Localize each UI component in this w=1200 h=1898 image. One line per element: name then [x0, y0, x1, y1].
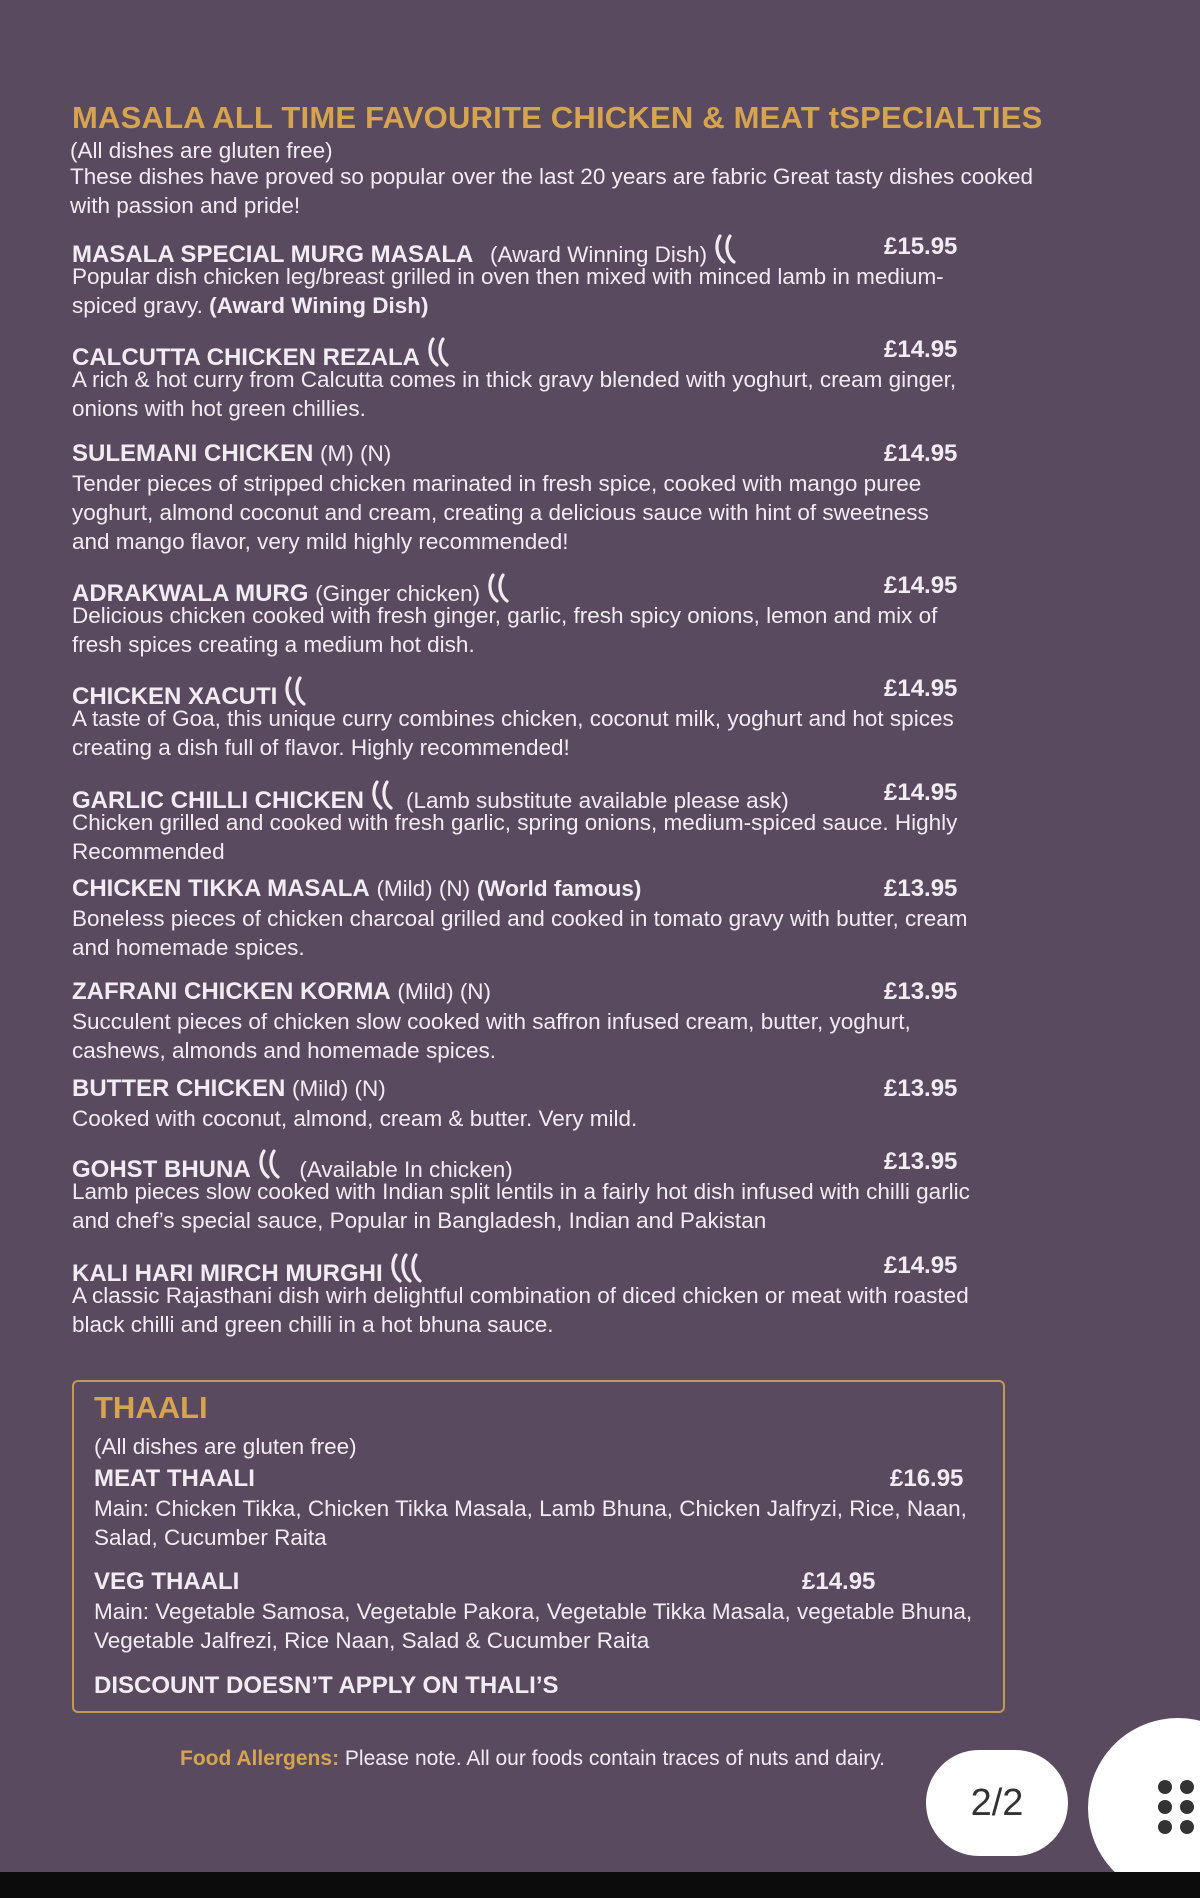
dish-description: Boneless pieces of chicken charcoal grilled and cooked in tomato gravy with butter, cream and homemade spices. [72, 906, 968, 960]
thaali-description: Main: Vegetable Samosa, Vegetable Pakora, Vegetable Tikka Masala, vegetable Bhuna, Vegetable Jalfrezi, Rice Naan, Salad & Cucumber Raita [94, 1599, 973, 1653]
allergen-note [180, 1745, 885, 1773]
dish-description: Cooked with coconut, almond, cream & butter. Very mild. [72, 1106, 638, 1131]
thaali-description: Main: Chicken Tikka, Chicken Tikka Masala, Lamb Bhuna, Chicken Jalfryzi, Rice, Naan, Salad, Cucumber Raita [94, 1496, 967, 1550]
dish-description: A taste of Goa, this unique curry combines chicken, coconut milk, yoghurt and hot spices creating a dish full of flavor. Highly recommended! [72, 706, 954, 760]
menu-item [72, 571, 972, 659]
dish-price: £14.95 [884, 675, 958, 702]
dish-price: £14.95 [884, 779, 958, 806]
menu-item [72, 874, 972, 962]
dish-description: A rich & hot curry from Calcutta comes in thick gravy blended with yoghurt, cream ginger, onions with hot green chillies. [72, 367, 957, 421]
dish-name: GARLIC CHILLI CHICKEN [72, 787, 364, 814]
menu-item [72, 674, 972, 762]
dish-price: £15.95 [884, 233, 958, 260]
dish-description: A classic Rajasthani dish wirh delightful combination of diced chicken or meat with roasted black chilli and green chilli in a hot bhuna sauce. [72, 1283, 969, 1337]
chili-icon [368, 778, 402, 812]
chili-icon [281, 674, 315, 708]
dish-price: £13.95 [884, 978, 958, 1005]
dish-name: SULEMANI CHICKEN [72, 440, 314, 467]
chili-icon [711, 232, 745, 266]
dish-description: Lamb pieces slow cooked with Indian split lentils in a fairly hot dish infused with chilli garlic and chef’s special sauce, Popular in Bangladesh, Indian and Pakistan [72, 1179, 970, 1233]
dish-name: MASALA SPECIAL MURG MASALA [72, 241, 474, 268]
dish-price: £14.95 [884, 572, 958, 599]
gluten-note: (All dishes are gluten free) [70, 138, 333, 163]
dish-tag: (M) (N) [320, 441, 392, 466]
dish-name: ADRAKWALA MURG [72, 580, 309, 607]
discount-note: DISCOUNT DOESN’T APPLY ON THALI’S [94, 1672, 559, 1699]
dish-name: KALI HARI MIRCH MURGHI [72, 1260, 383, 1287]
dish-name: CALCUTTA CHICKEN REZALA [72, 344, 420, 371]
dish-price: £14.95 [884, 336, 958, 363]
chili-icon [484, 571, 518, 605]
dish-description: Chicken grilled and cooked with fresh garlic, spring onions, medium-spiced sauce. Highly Recommended [72, 810, 958, 864]
dish-tag: (Mild) (N) [292, 1076, 386, 1101]
dish-tag: (Ginger chicken) [315, 581, 481, 606]
dish-tag: (Mild) (N) [397, 979, 492, 1004]
thaali-name: VEG THAALI [94, 1568, 240, 1595]
chili-icon [387, 1251, 435, 1285]
menu-item [72, 977, 972, 1065]
thaali-title: THAALI [94, 1390, 208, 1425]
menu-item [72, 335, 972, 423]
page-indicator: 2/2 [926, 1750, 1068, 1856]
dish-price: £13.95 [884, 1148, 958, 1175]
dish-name: GOHST BHUNA [72, 1156, 251, 1183]
world-famous-tag: (World famous) [476, 876, 642, 901]
section-intro: These dishes have proved so popular over the last 20 years are fabric Great tasty dishes cooked with passion and pride! [70, 164, 1034, 218]
menu-item [72, 439, 972, 556]
dish-description: Tender pieces of stripped chicken marinated in fresh spice, cooked with mango puree yoghurt, almond coconut and cream, creating a delicious sauce with hint of sweetness and mango flavor, very mild highly recommended! [72, 471, 929, 554]
dish-description: Succulent pieces of chicken slow cooked with saffron infused cream, butter, yoghurt, cashews, almonds and homemade spices. [72, 1009, 911, 1063]
dish-name: BUTTER CHICKEN [72, 1075, 286, 1102]
thaali-item [94, 1464, 974, 1552]
dish-tag: (Lamb substitute available please ask) [405, 788, 789, 813]
section-title: MASALA ALL TIME FAVOURITE CHICKEN & MEAT tSPECIALTIES [72, 100, 1043, 135]
menu-item [72, 1074, 972, 1133]
thaali-gluten-note: (All dishes are gluten free) [94, 1434, 357, 1459]
thaali-name: MEAT THAALI [94, 1465, 255, 1492]
dish-price: £13.95 [884, 875, 958, 902]
dish-price: £14.95 [884, 1252, 958, 1279]
award-note: (Award Wining Dish) [209, 293, 429, 318]
allergen-label: Food Allergens: [180, 1747, 340, 1770]
chili-icon [424, 335, 458, 369]
dish-name: CHICKEN XACUTI [72, 683, 278, 710]
menu-item [72, 1147, 972, 1235]
menu-item [72, 1251, 972, 1339]
bottom-bar [0, 1872, 1200, 1898]
dish-price: £13.95 [884, 1075, 958, 1102]
dish-description: Popular dish chicken leg/breast grilled in oven then mixed with minced lamb in medium-spiced gravy. [72, 264, 944, 318]
dish-name: CHICKEN TIKKA MASALA [72, 875, 370, 902]
thaali-section [72, 1380, 1005, 1713]
dish-description: Delicious chicken cooked with fresh ginger, garlic, fresh spicy onions, lemon and mix of fresh spices creating a medium hot dish. [72, 603, 938, 657]
dish-tag: (Available In chicken) [299, 1157, 513, 1182]
dish-tag: (Mild) (N) [376, 876, 471, 901]
menu-item [72, 232, 972, 320]
dish-tag: (Award Winning Dish) [490, 242, 708, 267]
menu-item [72, 778, 972, 866]
thaali-price: £14.95 [802, 1568, 876, 1595]
chili-icon [255, 1147, 289, 1181]
allergen-text: Please note. All our foods contain traces of nuts and dairy. [339, 1747, 886, 1770]
thaali-price: £16.95 [890, 1465, 964, 1492]
dish-price: £14.95 [884, 440, 958, 467]
dish-name: ZAFRANI CHICKEN KORMA [72, 978, 391, 1005]
thaali-item [94, 1567, 974, 1655]
